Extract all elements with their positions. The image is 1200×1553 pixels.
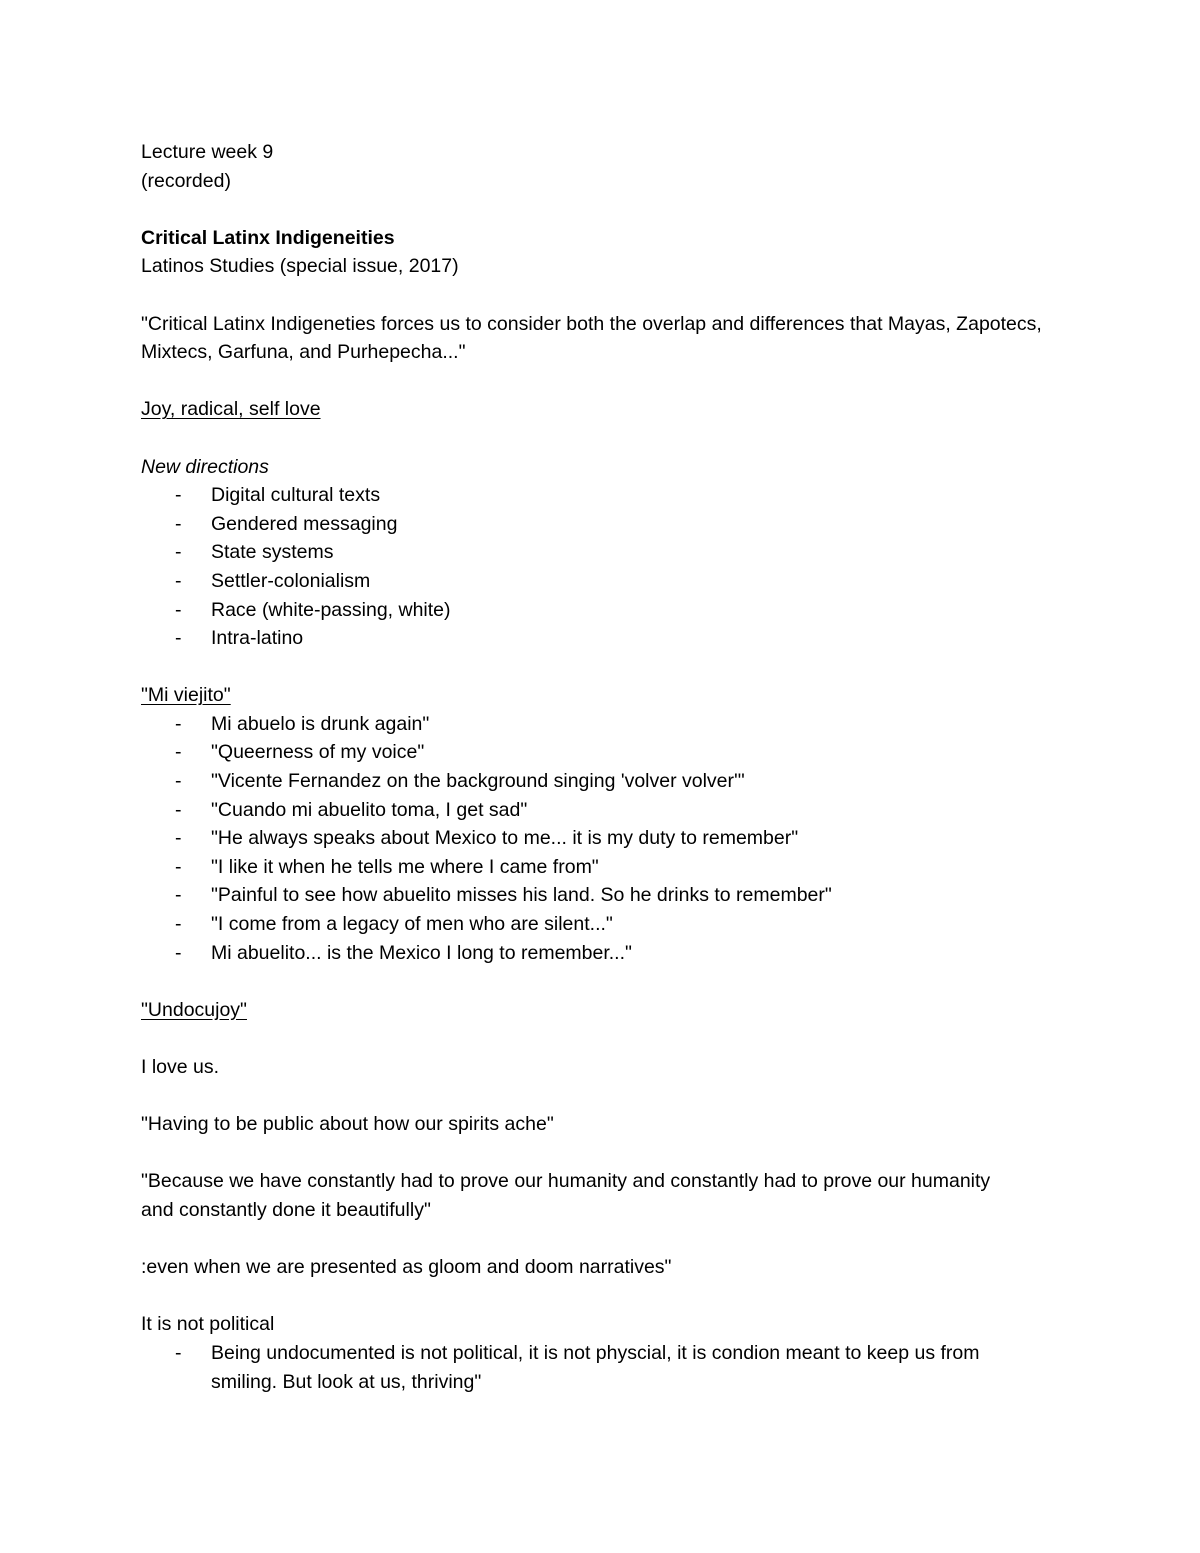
list-item-text: "Vicente Fernandez on the background singing 'volver volver'" — [211, 770, 745, 793]
list-item-text: Intra-latino — [211, 627, 304, 650]
undocujoy-list — [141, 1339, 1061, 1396]
list-item-text: Mi abuelo is drunk again" — [211, 712, 430, 735]
dash-bullet: - — [175, 741, 182, 764]
undocujoy-paragraph: It is not political — [141, 1313, 275, 1336]
list-item-text: Gendered messaging — [211, 512, 398, 535]
list-item-text: Being undocumented is not political, it is not physcial, it is condion meant to keep us from smiling. But look at us, thriving" — [211, 1341, 980, 1393]
joy-heading: Joy, radical, self love — [141, 398, 321, 421]
lecture-subtitle: (recorded) — [141, 169, 231, 192]
undocujoy-paragraph: :even when we are presented as gloom and doom narratives" — [141, 1256, 672, 1279]
list-item-text: "I come from a legacy of men who are silent..." — [211, 913, 613, 936]
spacer — [141, 1225, 1061, 1254]
undocujoy-paragraph: "Because we have constantly had to prove our humanity and constantly had to prove our humanity and constantly done it beautifully" — [141, 1170, 991, 1221]
undocujoy-heading: "Undocujoy" — [141, 998, 247, 1021]
list-item — [141, 738, 1061, 767]
spacer — [141, 1282, 1061, 1311]
list-item-text: Settler-colonialism — [211, 569, 371, 592]
list-item — [141, 939, 1061, 968]
spacer — [141, 367, 1061, 396]
list-item — [141, 910, 1061, 939]
list-item — [141, 767, 1061, 796]
dash-bullet: - — [175, 712, 182, 735]
list-item-text: Race (white-passing, white) — [211, 598, 451, 621]
list-item-text: "He always speaks about Mexico to me... it is my duty to remember" — [211, 827, 799, 850]
critical-latinx-quote: "Critical Latinx Indigeneties forces us to consider both the overlap and differences that Mayas, Zapotecs, Mixtecs, Garfuna, and Purhepecha..." — [141, 312, 1042, 364]
dash-bullet: - — [175, 798, 182, 821]
list-item-text: "Cuando mi abuelito toma, I get sad" — [211, 798, 528, 821]
list-item-text: Digital cultural texts — [211, 484, 381, 507]
list-item-text: State systems — [211, 541, 334, 564]
list-item-text: "I like it when he tells me where I came from" — [211, 855, 599, 878]
dash-bullet: - — [175, 484, 182, 507]
dash-bullet: - — [175, 827, 182, 850]
dash-bullet: - — [175, 1341, 182, 1364]
dash-bullet: - — [175, 884, 182, 907]
dash-bullet: - — [175, 598, 182, 621]
mi-viejito-list — [141, 710, 1061, 967]
list-item — [141, 710, 1061, 739]
list-item — [141, 481, 1061, 510]
dash-bullet: - — [175, 512, 182, 535]
list-item — [141, 796, 1061, 825]
mi-viejito-heading: "Mi viejito" — [141, 684, 231, 707]
list-item — [141, 824, 1061, 853]
list-item-text: "Painful to see how abuelito misses his land. So he drinks to remember" — [211, 884, 832, 907]
spacer — [141, 1139, 1061, 1168]
lecture-title: Lecture week 9 — [141, 141, 274, 163]
list-item — [141, 596, 1061, 625]
new-directions-heading: New directions — [141, 455, 269, 478]
spacer — [141, 653, 1061, 682]
list-item — [141, 853, 1061, 882]
section-subheading-latinos-studies: Latinos Studies (special issue, 2017) — [141, 255, 459, 278]
dash-bullet: - — [175, 569, 182, 592]
dash-bullet: - — [175, 855, 182, 878]
undocujoy-paragraph: I love us. — [141, 1056, 220, 1078]
list-item-text: "Queerness of my voice" — [211, 741, 425, 764]
list-item — [141, 1339, 1061, 1396]
list-item — [141, 881, 1061, 910]
dash-bullet: - — [175, 770, 182, 793]
dash-bullet: - — [175, 541, 182, 564]
spacer — [141, 195, 1061, 224]
list-item-text: Mi abuelito... is the Mexico I long to remember..." — [211, 941, 632, 964]
document-page — [141, 138, 1061, 1396]
spacer — [141, 1024, 1061, 1053]
spacer — [141, 1082, 1061, 1111]
undocujoy-paragraph: "Having to be public about how our spirits ache" — [141, 1113, 554, 1136]
dash-bullet: - — [175, 913, 182, 936]
spacer — [141, 967, 1061, 996]
spacer — [141, 424, 1061, 453]
new-directions-list — [141, 481, 1061, 653]
list-item — [141, 567, 1061, 596]
dash-bullet: - — [175, 941, 182, 964]
spacer — [141, 281, 1061, 310]
list-item — [141, 538, 1061, 567]
list-item — [141, 510, 1061, 539]
section-heading-critical-latinx: Critical Latinx Indigeneities — [141, 226, 395, 249]
list-item — [141, 624, 1061, 653]
dash-bullet: - — [175, 627, 182, 650]
